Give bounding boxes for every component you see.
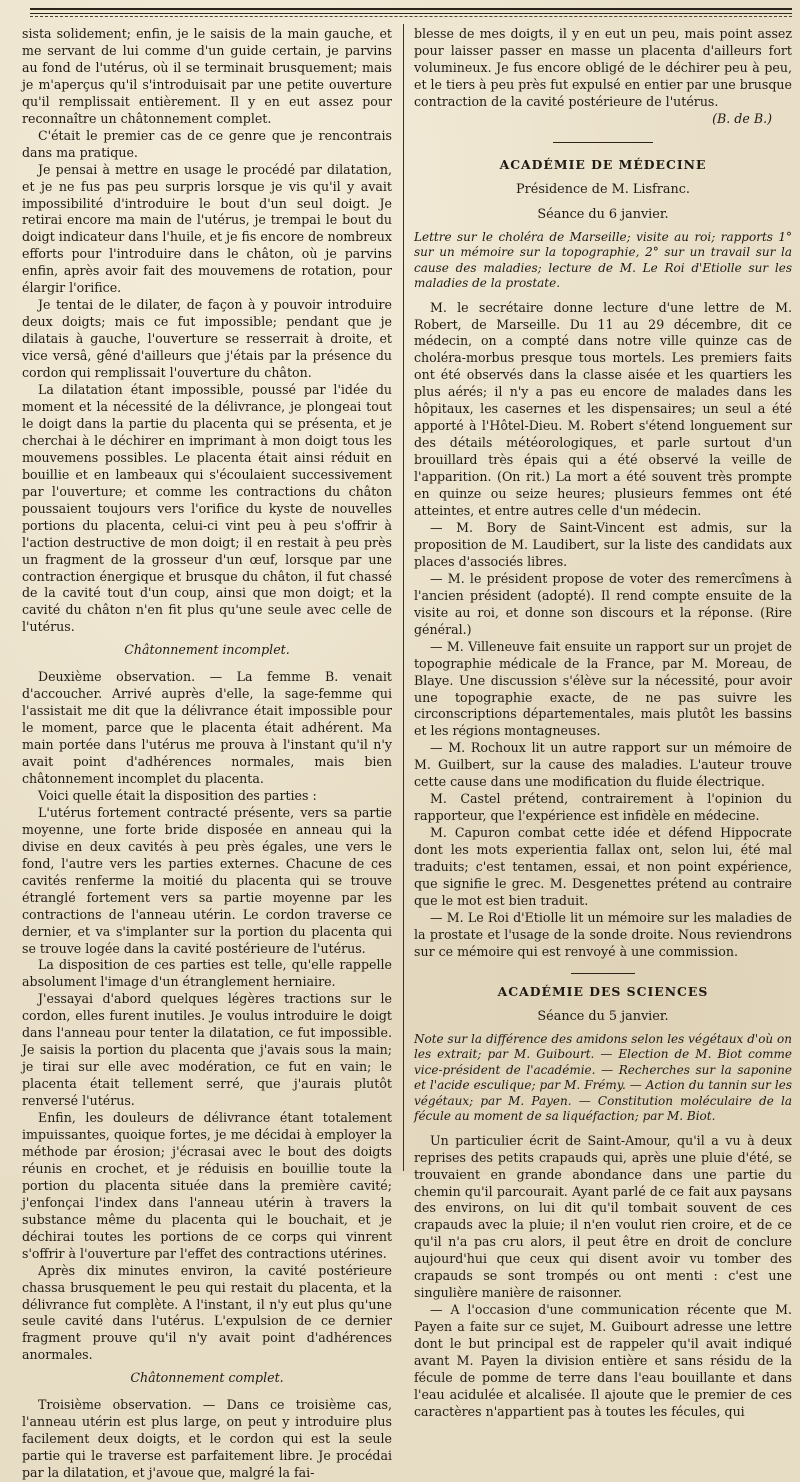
paragraph: — M. Rochoux lit un autre rapport sur un mémoire de M. Guilbert, sur la cause des maladies. L'auteur trouve cette cause dans une modification du fluide électrique.: [414, 740, 792, 790]
paragraph: sista solidement; enfin, je le saisis de la main gauche, et me servant de lui comme d'un guide certain, je parvins au fond de l'utérus, où il se terminait brusquement; mais je m'aperçus qu'il s'introduisait par une petite ouverture qu'il remplissait entièrement. Il y en eut assez pour reconnaître un châtonnement complet.: [22, 26, 392, 126]
top-rule-dashed: [30, 16, 792, 17]
section-heading: Châtonnement complet.: [130, 1370, 284, 1386]
paragraph: — A l'occasion d'une communication récente que M. Payen a faite sur ce sujet, M. Guibourt adresse une lettre dont le but principal est de rappeler qu'il avait indiqué avant M. Payen la division entière et sans résidu de la fécule de pomme de terre dans l'eau bouillante et dans l'eau acidulée et alcalisée. Il ajoute que le premier de ces caractères n'appartient pas à toutes les fécules, qui: [414, 1302, 792, 1419]
paragraph: Deuxième observation. — La femme B. venait d'accoucher. Arrivé auprès d'elle, la sage-femme qui l'assistait me dit que la délivrance était impossible pour le moment, parce que le placenta était adhérent. Ma main portée dans l'utérus me prouva à l'instant qu'il n'y avait point d'adhérences normales, mais bien châtonnement incomplet du placenta.: [22, 669, 392, 786]
paragraph: M. le secrétaire donne lecture d'une lettre de M. Robert, de Marseille. Du 11 au 29 décembre, dit ce médecin, on a compté dans notre ville quinze cas de choléra-morbus presque tous mortels. Les premiers faits ont été observés dans la classe aisée et les quartiers les plus aérés; il n'y a pas eu encore de malades dans les hôpitaux, les casernes et les dispensaires; un seul a été apporté à l'Hôtel-Dieu. M. Robert s'étend longuement sur des détails météorologiques, et parle surtout d'un brouillard très épais qui a été observé la veille de l'apparition. (On rit.) La mort a été souvent très prompte en quinze ou seize heures; plusieurs femmes ont été atteintes, et entre autres celle d'un médecin.: [414, 299, 792, 519]
separator-rule: [553, 142, 653, 143]
session-summary: Lettre sur le choléra de Marseille; visite au roi; rapports 1° sur un mémoire sur la topographie, 2° sur un travail sur la cause des maladies; lecture de M. Le Roi d'Etiolle sur les maladies de la prostate.: [414, 229, 792, 291]
paragraph: Voici quelle était la disposition des parties :: [38, 787, 317, 803]
session-summary: Note sur la différence des amidons selon les végétaux d'où on les extrait; par M. Guibourt. — Election de M. Biot comme vice-président de l'académie. — Recherches sur la saponine et l'acide esculique; par M. Frémy. — Action du tannin sur les végétaux; par M. Payen. — Constitution moléculaire de la fécule au moment de sa liquéfaction; par M. Biot.: [414, 1031, 792, 1124]
session-date: Séance du 6 janvier.: [537, 206, 669, 222]
section-heading: Châtonnement incomplet.: [124, 642, 290, 658]
session-date: Séance du 5 janvier.: [537, 1008, 669, 1024]
paragraph: La disposition de ces parties est telle, qu'elle rappelle absolument l'image d'un étranglement herniaire.: [22, 957, 392, 990]
paragraph: Troisième observation. — Dans ce troisième cas, l'anneau utérin est plus large, on peut y introduire plus facilement deux doigts, et le cordon qui est la seule partie qui le traverse est parfaitement libre. Je procédai par la dilatation, et j'avoue que, malgré la fai-: [22, 1397, 392, 1481]
paragraph: M. Capuron combat cette idée et défend Hippocrate dont les mots experientia fallax ont, selon lui, été mal traduits; c'est tentamen, essai, et non point expérience, que signifie le grec. M. Desgenettes prétend au contraire que le mot est bien traduit.: [414, 825, 792, 908]
paragraph: Je pensai à mettre en usage le procédé par dilatation, et je ne fus pas peu surpris lorsque je vis qu'il y avait impossibilité d'introduire le bout d'un seul doigt. Je retirai encore ma main de l'utérus, je trempai le bout du doigt indicateur dans l'huile, et je fis encore de nombreux efforts pour l'introduire dans le châton, où je parvins enfin, après avoir fait des mouvemens de rotation, pour élargir l'orifice.: [22, 161, 392, 296]
paragraph: J'essayai d'abord quelques légères tractions sur le cordon, elles furent inutiles. Je voulus introduire le doigt dans l'anneau pour tenter la dilatation, ce fut impossible. Je saisis la portion du placenta que j'avais sous la main; je tirai sur elle avec modération, ce fut en vain; le placenta était tellement serré, que j'aurais plutôt renversé l'utérus.: [22, 991, 392, 1109]
academy-heading: ACADÉMIE DE MÉDECINE: [499, 156, 707, 172]
paragraph: C'était le premier cas de ce genre que je rencontrais dans ma pratique.: [22, 127, 392, 160]
column-divider: [403, 24, 404, 1171]
presidency-line: Présidence de M. Lisfranc.: [516, 181, 690, 197]
paragraph: Enfin, les douleurs de délivrance étant totalement impuissantes, quoique fortes, je me décidai à employer la méthode par érosion; j'écrasai avec le bout des doigts réunis en crochet, et je réduisis en bouillie toute la portion du placenta située dans la première cavité; j'enfonçai l'index dans l'anneau utérin à travers la substance même du placenta qui le bouchait, et je déchirai toutes les portions de ce corps qui vinrent s'offrir à l'ouverture par l'effet des contractions utérines.: [22, 1110, 392, 1261]
left-column: [22, 26, 392, 1482]
top-rule: [30, 8, 792, 14]
author-signature: (B. de B.): [712, 110, 772, 126]
paragraph: Un particulier écrit de Saint-Amour, qu'il a vu à deux reprises des petits crapauds qui, après une pluie d'été, se trouvaient en grande abondance dans une partie du chemin qu'il parcourait. Ayant parlé de ce fait aux paysans des environs, on lui dit qu'il tombait souvent de ces crapauds avec la pluie; il n'en voulut rien croire, et de ce qu'il n'a pas cru alors, il peut être en droit de conclure aujourd'hui que ceux qui disent avoir vu tomber des crapauds se sont trompés ou ont menti : c'est une singulière manière de raisonner.: [414, 1132, 792, 1301]
paragraph: Après dix minutes environ, la cavité postérieure chassa brusquement le peu qui restait du placenta, et la délivrance fut complète. A l'instant, il n'y eut plus qu'une seule cavité dans l'utérus. L'expulsion de ce dernier fragment prouve qu'il n'y avait point d'adhérences anormales.: [22, 1262, 392, 1363]
paragraph: — M. Bory de Saint-Vincent est admis, sur la proposition de M. Laudibert, sur la liste des candidats aux places d'associés libres.: [414, 519, 792, 569]
paragraph: M. Castel prétend, contrairement à l'opinion du rapporteur, que l'expérience est infidèle en médecine.: [414, 791, 792, 824]
paragraph: — M. Villeneuve fait ensuite un rapport sur un projet de topographie médicale de la France, par M. Moreau, de Blaye. Une discussion s'élève sur la nécessité, pour avoir une topographie exacte, de ne pas suivre les circonscriptions départementales, mais plutôt les bassins et les régions montagneuses.: [414, 638, 792, 739]
right-column: [414, 26, 792, 1421]
paragraph: — M. le président propose de voter des remercîmens à l'ancien président (adopté). Il rend compte ensuite de la visite au roi, et donne son discours et la réponse. (Rire général.): [414, 570, 792, 637]
separator-rule: [571, 973, 635, 974]
paragraph: L'utérus fortement contracté présente, vers sa partie moyenne, une forte bride disposée en anneau qui la divise en deux cavités à peu près égales, une vers le fond, l'autre vers les parties externes. Chacune de ces cavités renferme la moitié du placenta qui se trouve étranglé fortement vers sa partie moyenne par les contractions de l'anneau utérin. Le cordon traverse ce dernier, et va s'implanter sur la portion du placenta qui se trouve logée dans la cavité postérieure de l'utérus.: [22, 804, 392, 956]
paragraph: blesse de mes doigts, il y en eut un peu, mais point assez pour laisser passer en masse un placenta d'ailleurs fort volumineux. Je fus encore obligé de le déchirer peu à peu, et le tiers à peu près fut expulsé en entier par une brusque contraction de la cavité postérieure de l'utérus.: [414, 26, 792, 109]
academy-heading: ACADÉMIE DES SCIENCES: [497, 983, 709, 999]
paragraph: Je tentai de le dilater, de façon à y pouvoir introduire deux doigts; mais ce fut impossible; pendant que je dilatais à gauche, l'ouverture se resserrait à droite, et vice versâ, gêné d'ailleurs que j'étais par la présence du cordon qui remplissait l'ouverture du châton.: [22, 297, 392, 381]
paragraph: — M. Le Roi d'Etiolle lit un mémoire sur les maladies de la prostate et l'usage de la sonde droite. Nous reviendrons sur ce mémoire qui est renvoyé à une commission.: [414, 909, 792, 959]
paragraph: La dilatation étant impossible, poussé par l'idée du moment et la nécessité de la délivrance, je plongeai tout le doigt dans la partie du placenta qui se présenta, et je cherchai à le déchirer en imprimant à mon doigt tous les mouvemens possibles. Le placenta était ainsi réduit en bouillie et en lambeaux qui s'écoulaient successivement par l'ouverture; et comme les contractions du châton poussaient toujours vers l'orifice du kyste de nouvelles portions du placenta, celui-ci vint peu à peu s'offrir à l'action destructive de mon doigt; il en restait à peu près un fragment de la grosseur d'un œuf, lorsque par une contraction énergique et brusque du châton, il fut chassé de la cavité tout d'un coup, ainsi que mon doigt; et la cavité du châton n'en fit plus qu'une seule avec celle de l'utérus.: [22, 382, 392, 635]
